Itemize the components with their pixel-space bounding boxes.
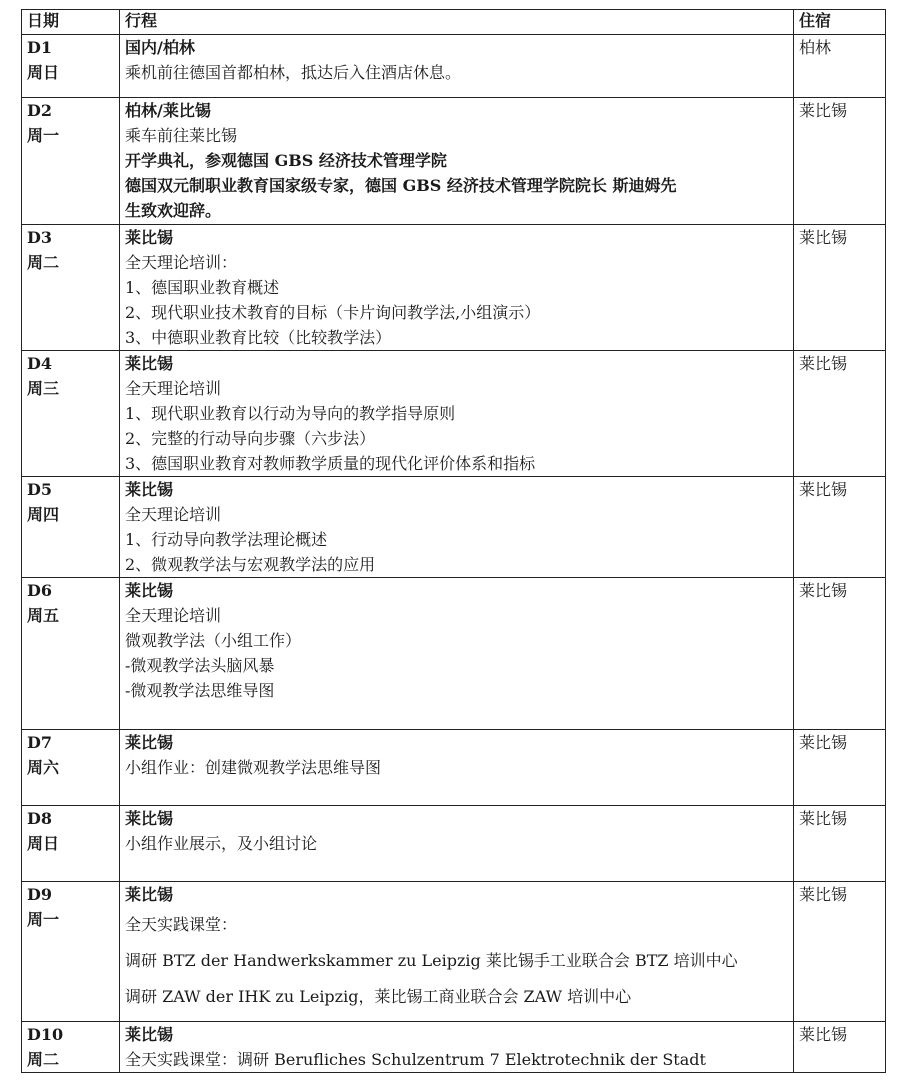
itinerary-line: 全天理论培训: [125, 379, 222, 398]
header-row: [22, 10, 886, 35]
lodging-city: 莱比锡: [799, 228, 848, 247]
lodging-cell: [794, 35, 886, 98]
header-lodging: 住宿: [794, 10, 886, 35]
itinerary-cell: [120, 882, 794, 1022]
date-cell: [22, 578, 120, 730]
lodging-city: 莱比锡: [799, 733, 848, 752]
date-cell: [22, 882, 120, 1022]
date-cell: [22, 1022, 120, 1073]
itinerary-cell: [120, 1022, 794, 1073]
itinerary-row: [22, 477, 886, 578]
lodging-city: 莱比锡: [799, 581, 848, 600]
itinerary-table: [21, 9, 886, 1073]
weekday: 周一: [27, 910, 60, 929]
itinerary-row: [22, 730, 886, 806]
itinerary-line: 1、现代职业教育以行动为导向的教学指导原则: [125, 404, 456, 423]
day-number: D5: [27, 480, 53, 499]
location-heading: 莱比锡: [125, 480, 174, 499]
itinerary-line: 微观教学法（小组工作）: [125, 631, 302, 650]
lodging-cell: [794, 477, 886, 578]
itinerary-row: [22, 35, 886, 98]
itinerary-line: 2、微观教学法与宏观教学法的应用: [125, 555, 376, 574]
itinerary-line: 全天实践课堂：调研 Berufliches Schulzentrum 7 Elektrotechnik der Stadt: [125, 1050, 706, 1069]
date-cell: [22, 730, 120, 806]
lodging-city: 莱比锡: [799, 1025, 848, 1044]
day-number: D3: [27, 228, 53, 247]
itinerary-cell: [120, 225, 794, 351]
lodging-cell: [794, 225, 886, 351]
itinerary-cell: [120, 98, 794, 225]
itinerary-line: 全天理论培训: [125, 606, 222, 625]
location-heading: 莱比锡: [125, 885, 174, 904]
location-heading: 莱比锡: [125, 354, 174, 373]
date-cell: [22, 225, 120, 351]
itinerary-row: [22, 578, 886, 730]
lodging-city: 莱比锡: [799, 101, 848, 120]
itinerary-line: 全天实践课堂：: [125, 915, 238, 934]
itinerary-cell: [120, 730, 794, 806]
itinerary-cell: [120, 477, 794, 578]
weekday: 周六: [27, 758, 60, 777]
itinerary-cell: [120, 351, 794, 477]
lodging-city: 莱比锡: [799, 809, 848, 828]
itinerary-line: 3、德国职业教育对教师教学质量的现代化评价体系和指标: [125, 454, 536, 473]
day-number: D10: [27, 1025, 64, 1044]
itinerary-cell: [120, 806, 794, 882]
itinerary-row: [22, 1022, 886, 1073]
lodging-cell: [794, 1022, 886, 1073]
itinerary-row: [22, 98, 886, 225]
itinerary-line: 全天理论培训：: [125, 253, 238, 272]
location-heading: 莱比锡: [125, 581, 174, 600]
header-itinerary: 行程: [120, 10, 794, 35]
itinerary-cell: [120, 35, 794, 98]
day-number: D4: [27, 354, 53, 373]
day-number: D6: [27, 581, 53, 600]
lodging-cell: [794, 578, 886, 730]
itinerary-line: 开学典礼，参观德国 GBS 经济技术管理学院: [125, 151, 447, 170]
itinerary-line: 小组作业展示，及小组讨论: [125, 834, 318, 853]
location-heading: 莱比锡: [125, 809, 174, 828]
lodging-city: 柏林: [799, 38, 832, 57]
lodging-cell: [794, 806, 886, 882]
itinerary-line: 调研 BTZ der Handwerkskammer zu Leipzig 莱比锡手工业联合会 BTZ 培训中心: [125, 951, 738, 970]
date-cell: [22, 477, 120, 578]
itinerary-line: 1、行动导向教学法理论概述: [125, 530, 328, 549]
location-heading: 国内/柏林: [125, 38, 195, 57]
location-heading: 莱比锡: [125, 1025, 174, 1044]
lodging-city: 莱比锡: [799, 480, 848, 499]
itinerary-line: 2、完整的行动导向步骤（六步法）: [125, 429, 376, 448]
weekday: 周五: [27, 606, 60, 625]
itinerary-line: 1、德国职业教育概述: [125, 278, 280, 297]
day-number: D7: [27, 733, 53, 752]
itinerary-line: -微观教学法头脑风暴: [125, 656, 275, 675]
date-cell: [22, 806, 120, 882]
itinerary-line: 乘机前往德国首都柏林，抵达后入住酒店休息。: [125, 63, 462, 82]
lodging-cell: [794, 351, 886, 477]
itinerary-row: [22, 225, 886, 351]
date-cell: [22, 98, 120, 225]
itinerary-line: 全天理论培训: [125, 505, 222, 524]
itinerary-row: [22, 806, 886, 882]
itinerary-line: 小组作业：创建微观教学法思维导图: [125, 758, 382, 777]
itinerary-line: 3、中德职业教育比较（比较教学法）: [125, 328, 392, 347]
itinerary-line: 生致欢迎辞。: [125, 201, 222, 220]
day-number: D2: [27, 101, 53, 120]
day-number: D1: [27, 38, 53, 57]
itinerary-line: 德国双元制职业教育国家级专家，德国 GBS 经济技术管理学院院长 斯迪姆先: [125, 176, 677, 195]
weekday: 周一: [27, 126, 60, 145]
location-heading: 莱比锡: [125, 228, 174, 247]
weekday: 周日: [27, 834, 60, 853]
itinerary-line: 2、现代职业技术教育的目标（卡片询问教学法,小组演示）: [125, 303, 541, 322]
itinerary-line: -微观教学法思维导图: [125, 681, 275, 700]
location-heading: 莱比锡: [125, 733, 174, 752]
weekday: 周三: [27, 379, 60, 398]
itinerary-row: [22, 351, 886, 477]
header-date: 日期: [22, 10, 120, 35]
itinerary-line: 乘车前往莱比锡: [125, 126, 238, 145]
day-number: D9: [27, 885, 53, 904]
itinerary-cell: [120, 578, 794, 730]
lodging-cell: [794, 98, 886, 225]
date-cell: [22, 351, 120, 477]
lodging-city: 莱比锡: [799, 885, 848, 904]
weekday: 周日: [27, 63, 60, 82]
lodging-city: 莱比锡: [799, 354, 848, 373]
itinerary-line: 调研 ZAW der IHK zu Leipzig，莱比锡工商业联合会 ZAW 培训中心: [125, 987, 632, 1006]
weekday: 周二: [27, 1050, 60, 1069]
lodging-cell: [794, 730, 886, 806]
day-number: D8: [27, 809, 53, 828]
weekday: 周四: [27, 505, 60, 524]
date-cell: [22, 35, 120, 98]
lodging-cell: [794, 882, 886, 1022]
weekday: 周二: [27, 253, 60, 272]
itinerary-row: [22, 882, 886, 1022]
location-heading: 柏林/莱比锡: [125, 101, 211, 120]
